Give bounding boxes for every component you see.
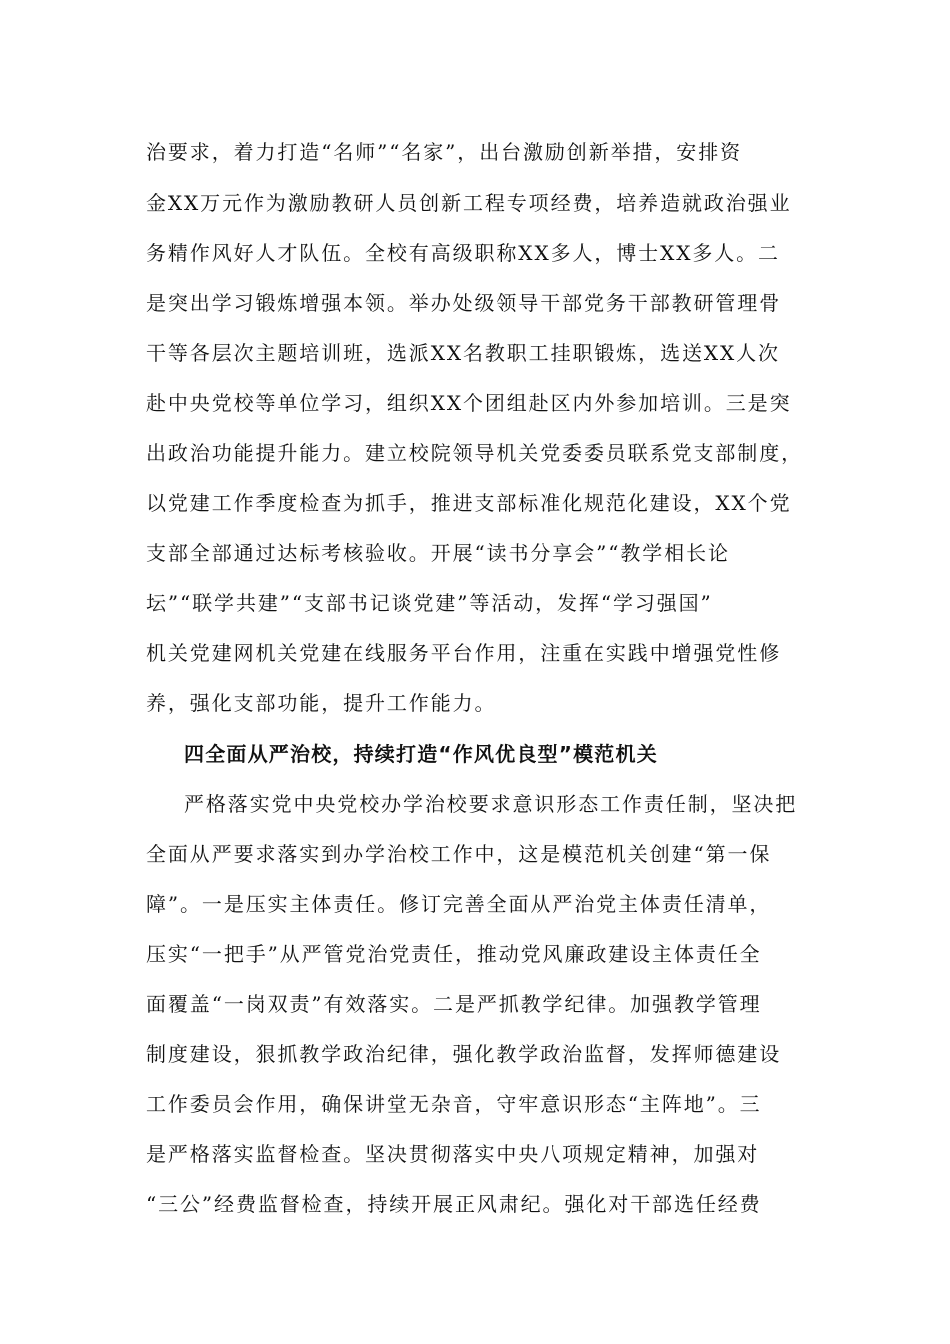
- paragraph-line: 赴中央党校等单位学习，组织XX个团组赴区内外参加培训。三是突: [146, 391, 792, 415]
- paragraph-line: 面覆盖“一岗双责”有效落实。二是严抓教学纪律。加强教学管理: [146, 992, 762, 1016]
- paragraph-line: 严格落实党中央党校办学治校要求意识形态工作责任制，坚决把: [184, 792, 798, 816]
- paragraph-line: 工作委员会作用，确保讲堂无杂音，守牢意识形态“主阵地”。三: [146, 1092, 762, 1116]
- paragraph-line: 坛”“联学共建”“支部书记谈党建”等活动，发挥“学习强国”: [146, 591, 713, 615]
- paragraph-line: 是严格落实监督检查。坚决贯彻落实中央八项规定精神，加强对: [146, 1142, 760, 1166]
- paragraph-line: 障”。一是压实主体责任。修订完善全面从严治党主体责任清单，: [146, 892, 772, 916]
- paragraph-line: 机关党建网机关党建在线服务平台作用，注重在实践中增强党性修: [146, 641, 782, 665]
- paragraph-line: 治要求，着力打造“名师”“名家”，出台激励创新举措，安排资: [146, 140, 742, 164]
- paragraph-line: 全面从严要求落实到办学治校工作中，这是模范机关创建“第一保: [146, 842, 772, 866]
- paragraph-line: 支部全部通过达标考核验收。开展“读书分享会”“教学相长论: [146, 541, 730, 565]
- section-heading: 四全面从严治校，持续打造“作风优良型”模范机关: [184, 742, 658, 766]
- paragraph-line: “三公”经费监督检查，持续开展正风肃纪。强化对干部选任经费: [146, 1192, 762, 1216]
- paragraph-line: 务精作风好人才队伍。全校有高级职称XX多人，博士XX多人。二: [146, 241, 780, 265]
- paragraph-line: 养，强化支部功能，提升工作能力。: [146, 691, 497, 715]
- paragraph-line: 制度建设，狠抓教学政治纪律，强化教学政治监督，发挥师德建设: [146, 1042, 782, 1066]
- paragraph-line: 是突出学习锻炼增强本领。举办处级领导干部党务干部教研管理骨: [146, 291, 782, 315]
- paragraph-line: 干等各层次主题培训班，选派XX名教职工挂职锻炼，选送XX人次: [146, 341, 780, 365]
- paragraph-line: 出政治功能提升能力。建立校院领导机关党委委员联系党支部制度，: [146, 441, 803, 465]
- paragraph-line: 金XX万元作为激励教研人员创新工程专项经费，培养造就政治强业: [146, 191, 792, 215]
- paragraph-line: 以党建工作季度检查为抓手，推进支部标准化规范化建设，XX个党: [146, 491, 792, 515]
- paragraph-line: 压实“一把手”从严管党治党责任，推动党风廉政建设主体责任全: [146, 942, 762, 966]
